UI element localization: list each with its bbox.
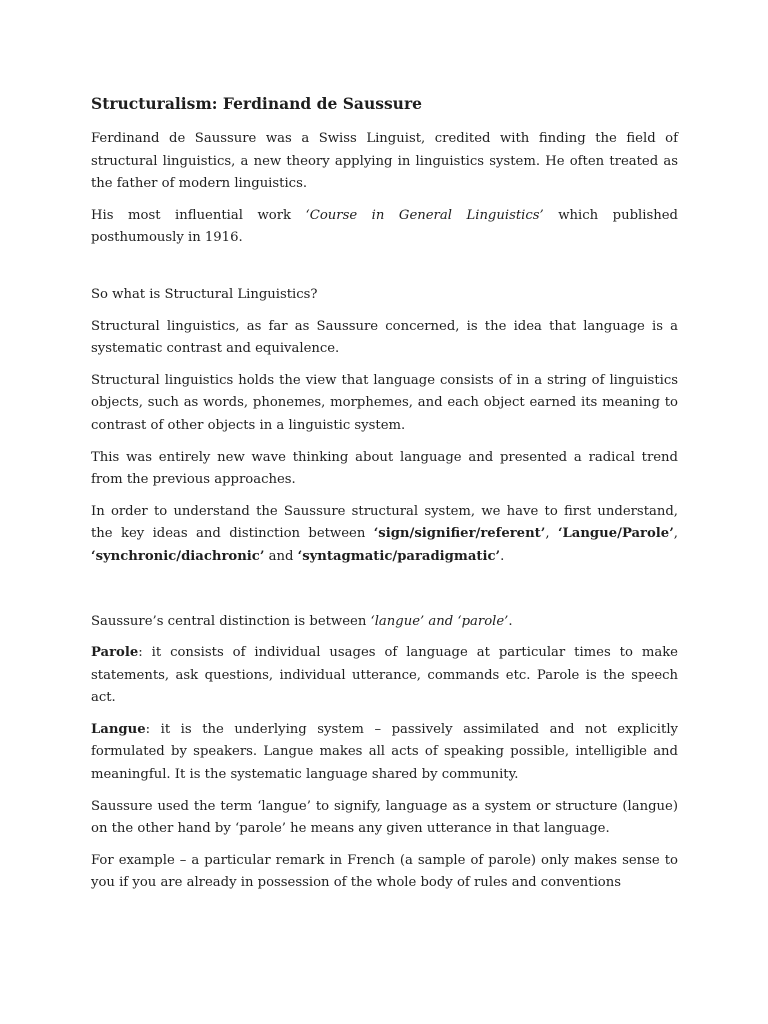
title-part-3: Ferdinand de Saussure xyxy=(222,94,422,113)
paragraph-langue-parole-usage: Saussure used the term ‘langue’ to signify, language as a system or structure (langue) on the other hand by ‘parole’ he means any given utterance in that language. xyxy=(91,798,678,837)
paragraph-key-ideas xyxy=(91,501,678,569)
paragraph-intro: Ferdinand de Saussure was a Swiss Linguist, credited with finding the field of structural linguistics, a new theory applying in linguistics system. He often treated as the father of modern linguistics. xyxy=(91,131,678,192)
key-ideas-sep-2: , xyxy=(673,526,678,542)
central-before: Saussure’s central distinction is between xyxy=(91,613,371,629)
central-terms: ‘langue’ and ‘parole’ xyxy=(370,613,509,629)
paragraph-example: For example – a particular remark in French (a sample of parole) only makes sense to you if you are already in possession of the whole body of rules and conventions xyxy=(91,852,678,891)
paragraph-langue xyxy=(91,719,678,787)
page-title xyxy=(91,93,678,115)
document-body xyxy=(91,93,678,904)
work-after: which published posthumously in 1916. xyxy=(91,207,678,246)
key-ideas-end: . xyxy=(500,548,505,564)
term-langue-parole: ‘Langue/Parole’ xyxy=(557,526,674,542)
paragraph-new-wave: This was entirely new wave thinking about language and presented a radical trend from the previous approaches. xyxy=(91,449,678,488)
work-before: His most influential work xyxy=(91,207,306,223)
title-part-2: : xyxy=(211,94,223,113)
term-synchronic: ‘synchronic/diachronic’ xyxy=(91,548,265,564)
paragraph-structural-2: Structural linguistics holds the view that language consists of in a string of linguistics objects, such as words, phonemes, morphemes, and each object earned its meaning to contrast of other objects in a linguistic system. xyxy=(91,372,678,433)
term-langue: Langue xyxy=(91,721,146,737)
title-part-1: Structuralism xyxy=(91,94,212,113)
central-end: . xyxy=(508,613,513,629)
term-syntagmatic: ‘syntagmatic/paradigmatic’ xyxy=(297,548,501,564)
parole-definition: : it consists of individual usages of language at particular times to make statements, ask questions, individual utterance, commands etc. Parole is the speech act. xyxy=(91,645,678,706)
term-parole: Parole xyxy=(91,645,139,661)
term-sign: ‘sign/signifier/referent’ xyxy=(373,526,546,542)
langue-definition: : it is the underlying system – passively assimilated and not explicitly formulated by speakers. Langue makes all acts of speaking possible, intelligible and meaningful. It is the systematic language shared by community. xyxy=(91,721,678,783)
paragraph-structural-1: Structural linguistics, as far as Saussure concerned, is the idea that language is a systematic contrast and equivalence. xyxy=(91,318,678,357)
key-ideas-before: In order to understand the Saussure structural system, we have to first understand, the key ideas and distinction between xyxy=(91,503,678,542)
paragraph-parole xyxy=(91,642,678,710)
key-ideas-sep-3: and xyxy=(264,548,298,564)
work-title: ‘Course in General Linguistics’ xyxy=(305,207,544,223)
key-ideas-sep-1: , xyxy=(545,526,558,542)
section-question: So what is Structural Linguistics? xyxy=(91,286,318,302)
paragraph-work xyxy=(91,205,678,250)
paragraph-central-distinction xyxy=(91,611,678,634)
